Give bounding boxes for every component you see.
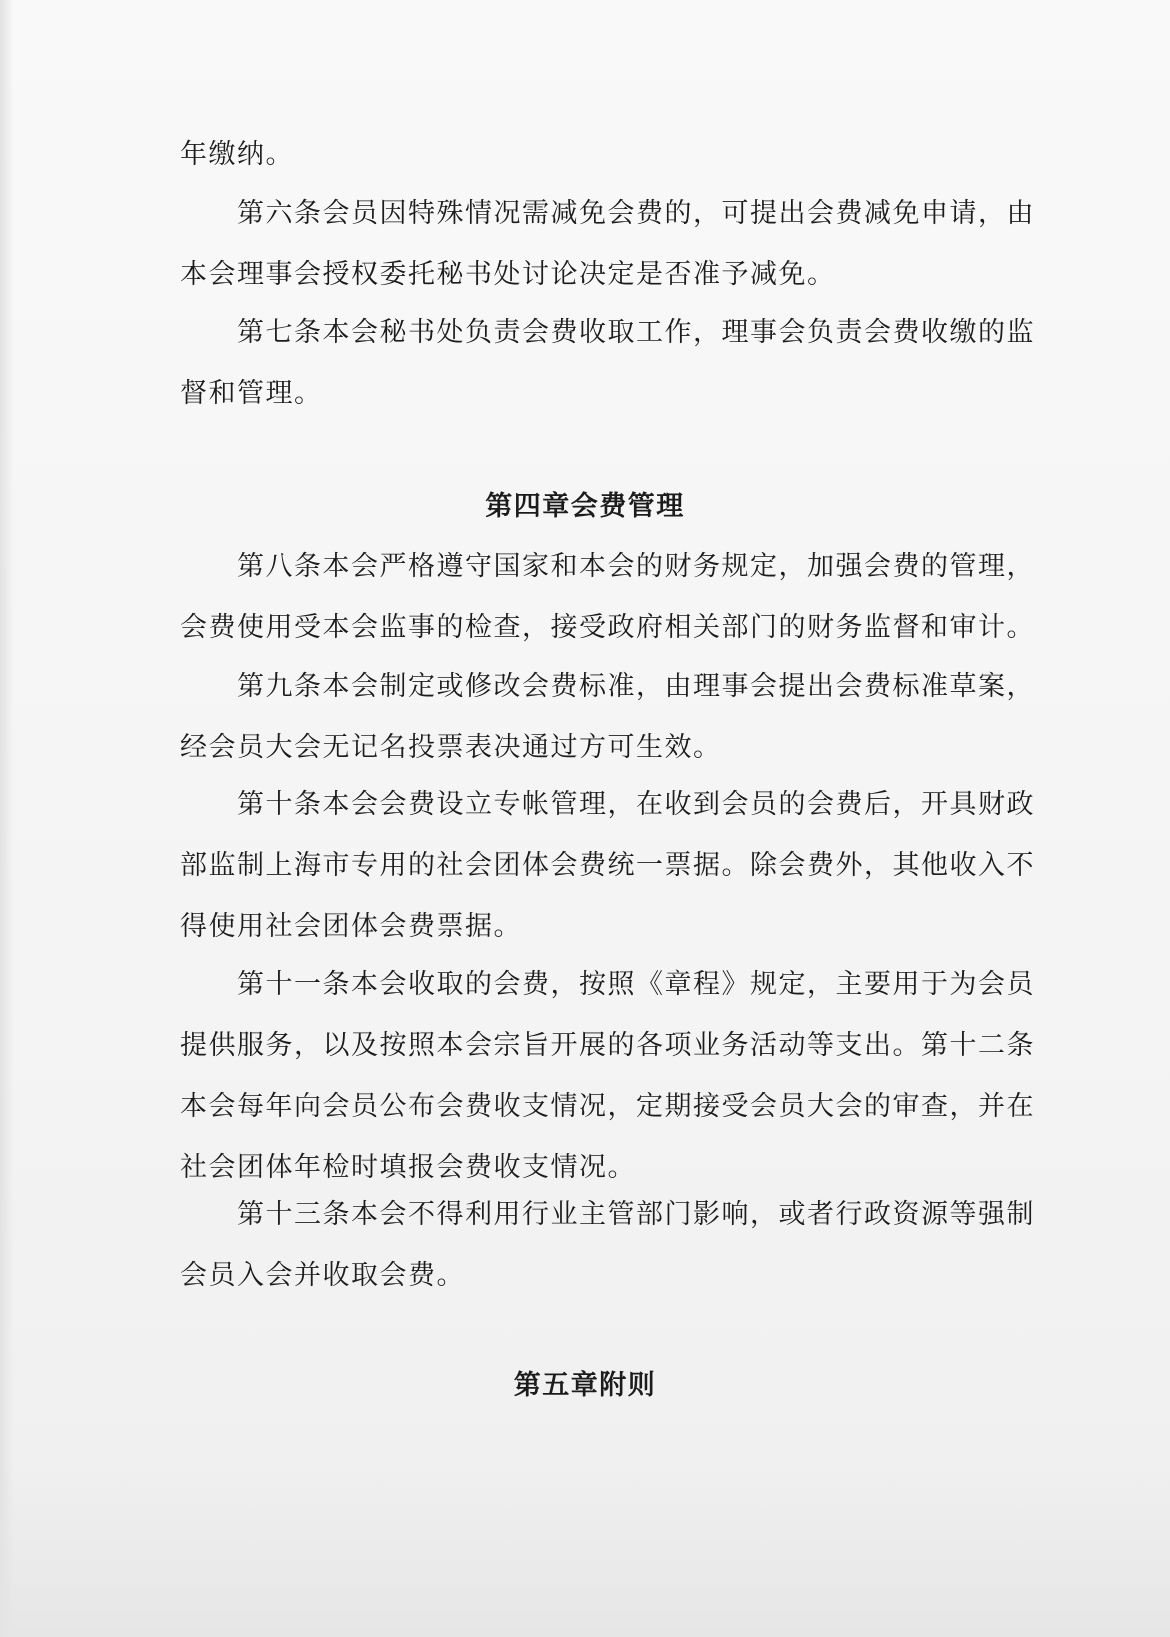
paragraph-line: 第十一条本会收取的会费，按照《章程》规定，主要用于为会员	[237, 969, 1035, 1000]
paragraph-line: 提供服务，以及按照本会宗旨开展的各项业务活动等支出。第十二条	[180, 1030, 1035, 1061]
paragraph-article-13	[180, 1184, 1035, 1306]
paragraph-line: 会费使用受本会监事的检查，接受政府相关部门的财务监督和审计。	[180, 612, 1035, 643]
paragraph-continuation	[180, 124, 1000, 185]
page-bottom-shade	[0, 1457, 1170, 1637]
paragraph-line: 社会团体年检时填报会费收支情况。	[180, 1152, 636, 1183]
paragraph-line: 第六条会员因特殊情况需减免会费的，可提出会费减免申请，由	[237, 198, 1035, 229]
paragraph-line: 第七条本会秘书处负责会费收取工作，理事会负责会费收缴的监	[237, 317, 1035, 348]
paragraph-article-9	[180, 656, 1035, 778]
paragraph-line: 第十三条本会不得利用行业主管部门影响，或者行政资源等强制	[237, 1199, 1035, 1230]
paragraph-article-10	[180, 774, 1035, 957]
paragraph-article-7	[180, 302, 1035, 424]
paragraph-line: 会员入会并收取会费。	[180, 1260, 465, 1291]
paragraph-article-8	[180, 536, 1035, 658]
paragraph-line: 得使用社会团体会费票据。	[180, 911, 522, 942]
paragraph-article-11	[180, 954, 1035, 1198]
paragraph-line: 年缴纳。	[180, 139, 294, 170]
paragraph-line: 本会每年向会员公布会费收支情况，定期接受会员大会的审查，并在	[180, 1091, 1035, 1122]
paragraph-article-6	[180, 183, 1035, 305]
paragraph-line: 本会理事会授权委托秘书处讨论决定是否准予减免。	[180, 259, 836, 290]
paragraph-line: 第八条本会严格遵守国家和本会的财务规定，加强会费的管理，	[237, 551, 1035, 582]
paragraph-line: 经会员大会无记名投票表决通过方可生效。	[180, 732, 722, 763]
paragraph-line: 部监制上海市专用的社会团体会费统一票据。除会费外，其他收入不	[180, 850, 1035, 881]
paragraph-line: 第十条本会会费设立专帐管理，在收到会员的会费后，开具财政	[237, 789, 1035, 820]
chapter-4-title: 第四章会费管理	[485, 491, 685, 522]
paragraph-line: 督和管理。	[180, 378, 323, 409]
chapter-5-title: 第五章附则	[513, 1370, 657, 1401]
paragraph-line: 第九条本会制定或修改会费标准，由理事会提出会费标准草案，	[237, 671, 1035, 702]
